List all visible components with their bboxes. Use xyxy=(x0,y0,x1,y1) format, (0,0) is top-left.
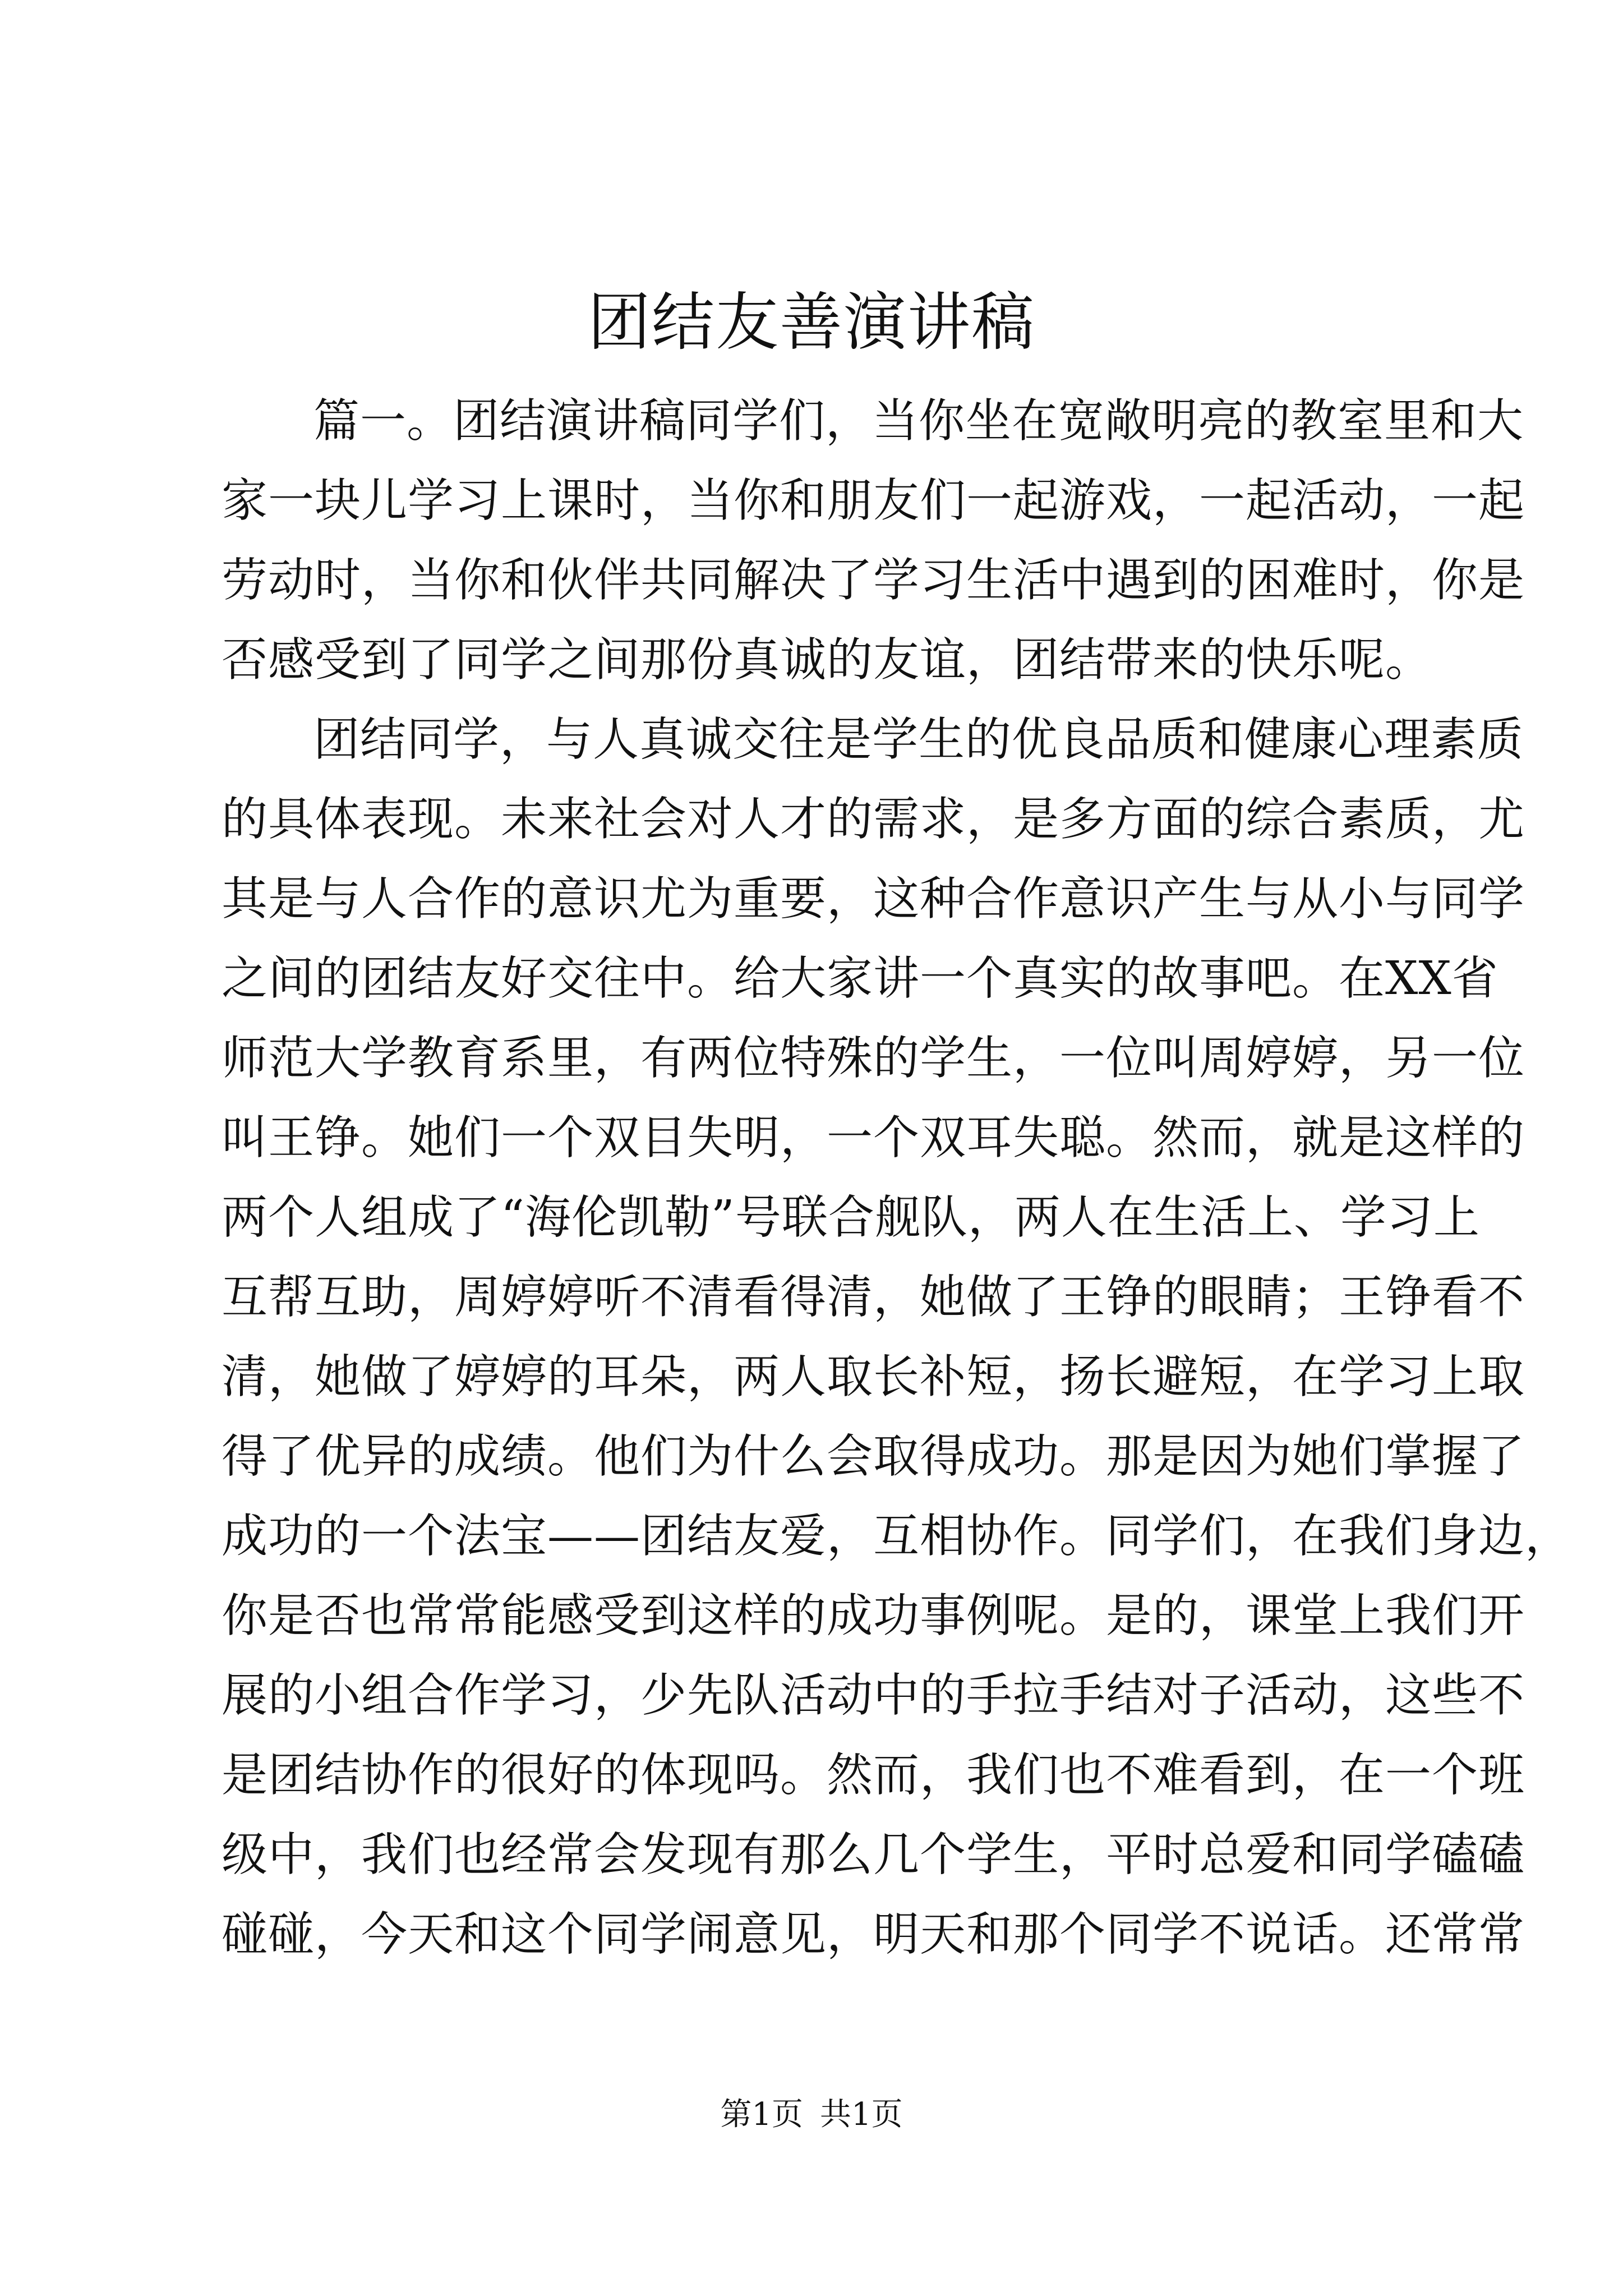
paragraph-1-line-1: 篇一。团结演讲稿同学们，当你坐在宽敞明亮的教室里和大 xyxy=(313,394,1524,448)
document-body xyxy=(222,381,1572,1975)
paragraph-2-line-15: 级中，我们也经常会发现有那么几个学生，平时总爱和同学磕磕 xyxy=(222,1828,1525,1881)
paragraph-2-line-1: 团结同学，与人真诚交往是学生的优良品质和健康心理素质 xyxy=(313,713,1524,766)
page-total: 共1页 xyxy=(820,2096,903,2133)
paragraph-2-line-4: 之间的团结友好交往中。给大家讲一个真实的故事吧。在XX省 xyxy=(222,952,1498,1005)
paragraph-2-line-12: 你是否也常常能感受到这样的成功事例呢。是的，课堂上我们开 xyxy=(222,1589,1525,1642)
paragraph-2-line-6: 叫王铮。她们一个双目失明，一个双耳失聪。然而，就是这样的 xyxy=(222,1111,1525,1165)
paragraph-2-line-11: 成功的一个法宝——团结友爱，互相协作。同学们，在我们身边， xyxy=(222,1510,1572,1563)
document-title: 团结友善演讲稿 xyxy=(588,286,1035,359)
paragraph-2-line-2: 的具体表现。未来社会对人才的需求，是多方面的综合素质，尤 xyxy=(222,793,1525,846)
paragraph-2-line-5: 师范大学教育系里，有两位特殊的学生，一位叫周婷婷，另一位 xyxy=(222,1032,1525,1085)
page-number: 第1页 xyxy=(720,2096,803,2133)
paragraph-2-line-16: 碰碰，今天和这个同学闹意见，明天和那个同学不说话。还常常 xyxy=(222,1908,1525,1961)
paragraph-2-line-7: 两个人组成了“海伦凯勒”号联合舰队，两人在生活上、学习上 xyxy=(222,1191,1480,1244)
paragraph-2-line-10: 得了优异的成绩。他们为什么会取得成功。那是因为她们掌握了 xyxy=(222,1430,1525,1483)
paragraph-1-line-2: 家一块儿学习上课时，当你和朋友们一起游戏，一起活动，一起 xyxy=(222,474,1525,527)
paragraph-1-line-4: 否感受到了同学之间那份真诚的友谊，团结带来的快乐呢。 xyxy=(222,633,1432,687)
paragraph-1-line-3: 劳动时，当你和伙伴共同解决了学习生活中遇到的困难时，你是 xyxy=(222,554,1525,607)
paragraph-2-line-14: 是团结协作的很好的体现吗。然而，我们也不难看到，在一个班 xyxy=(222,1749,1525,1802)
paragraph-2-line-9: 清，她做了婷婷的耳朵，两人取长补短，扬长避短，在学习上取 xyxy=(222,1350,1525,1404)
paragraph-2-line-8: 互帮互助，周婷婷听不清看得清，她做了王铮的眼睛；王铮看不 xyxy=(222,1271,1525,1324)
paragraph-2-line-3: 其是与人合作的意识尤为重要，这种合作意识产生与从小与同学 xyxy=(222,872,1525,926)
page-footer xyxy=(0,2092,1623,2137)
paragraph-2-line-13: 展的小组合作学习，少先队活动中的手拉手结对子活动，这些不 xyxy=(222,1669,1525,1722)
